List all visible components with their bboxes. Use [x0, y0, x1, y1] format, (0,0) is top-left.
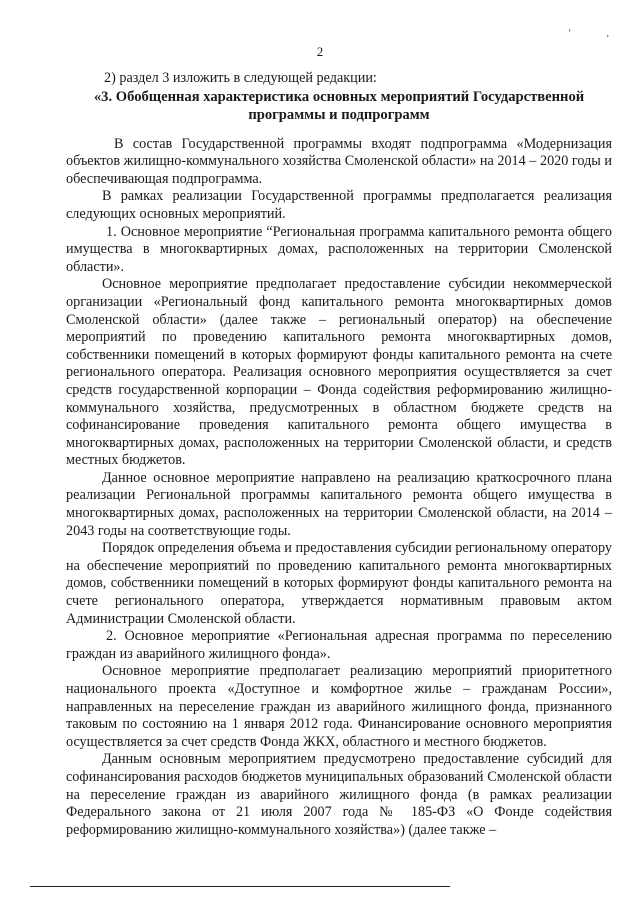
- paragraph: 1. Основное мероприятие “Региональная программа капитального ремонта общего имущества в многоквартирных домах, расположенных на территории Смоленской области».: [66, 223, 612, 275]
- paragraph: Основное мероприятие предполагает реализацию мероприятий приоритетного национального проекта «Доступное и комфортное жилье – гражданам России», направленных на переселение граждан из аварийного жилищного фонда, признанного таковым по состоянию на 1 января 2012 года. Финансирование основного мероприятия осуществляется за счет средств Фонда ЖКХ, областного и местного бюджетов.: [66, 663, 612, 750]
- paragraph: Данным основным мероприятием предусмотрено предоставление субсидий для софинансирования расходов бюджетов муниципальных образований Смоленской области на переселение граждан из аварийного жилищного фонда (в рамках реализации Федерального закона от 21 июля 2007 года № 185-ФЗ «О Фонде содействия реформированию жилищно-коммунального хозяйства») (далее также –: [66, 751, 612, 838]
- document-body: [66, 70, 612, 839]
- scan-mark: ’: [606, 34, 610, 45]
- scan-mark: ‘: [568, 28, 572, 39]
- paragraph: 2. Основное мероприятие «Региональная адресная программа по переселению граждан из аварийного жилищного фонда».: [66, 628, 612, 662]
- paragraph: В рамках реализации Государственной программы предполагается реализация следующих основных мероприятий.: [66, 188, 612, 222]
- paragraph: Порядок определения объема и предоставления субсидии региональному оператору на обеспечение мероприятий по проведению капитального ремонта многоквартирных домов, собственники помещений в которых формируют фонды капитального ремонта на счете регионального оператора, утверждается нормативным правовым актом Администрации Смоленской области.: [66, 540, 612, 627]
- amendment-intro: 2) раздел 3 изложить в следующей редакции:: [104, 70, 377, 86]
- section-title: «3. Обобщенная характеристика основных мероприятий Государственной программы и подпрограмм: [93, 88, 585, 123]
- paragraph: Основное мероприятие предполагает предоставление субсидии некоммерческой организации «Региональный фонд капитального ремонта многоквартирных домов Смоленской области» (далее также – региональный оператор) на обеспечение мероприятий по проведению капитального ремонта многоквартирных домов, собственники помещений в которых формируют фонды капитального ремонта на счете регионального оператора. Реализация основного мероприятия осуществляется за счет средств государственной корпорации – Фонда содействия реформированию жилищно-коммунального хозяйства, предусмотренных в областном бюджете средств на софинансирование проведения капитального ремонта общего имущества в многоквартирных домах, расположенных на территории Смоленской области, и средств местных бюджетов.: [66, 276, 612, 469]
- page-number: 2: [316, 44, 324, 59]
- footnote-rule: [30, 886, 450, 887]
- paragraph: В состав Государственной программы входят подпрограмма «Модернизация объектов жилищно-коммунального хозяйства Смоленской области» на 2014 – 2020 годы и обеспечивающая подпрограмма.: [66, 135, 612, 187]
- paragraph: Данное основное мероприятие направлено на реализацию краткосрочного плана реализации Региональной программы капитального ремонта общего имущества в многоквартирных домах, расположенных на территории Смоленской области, на 2014 – 2043 годы на соответствующие годы.: [66, 469, 612, 539]
